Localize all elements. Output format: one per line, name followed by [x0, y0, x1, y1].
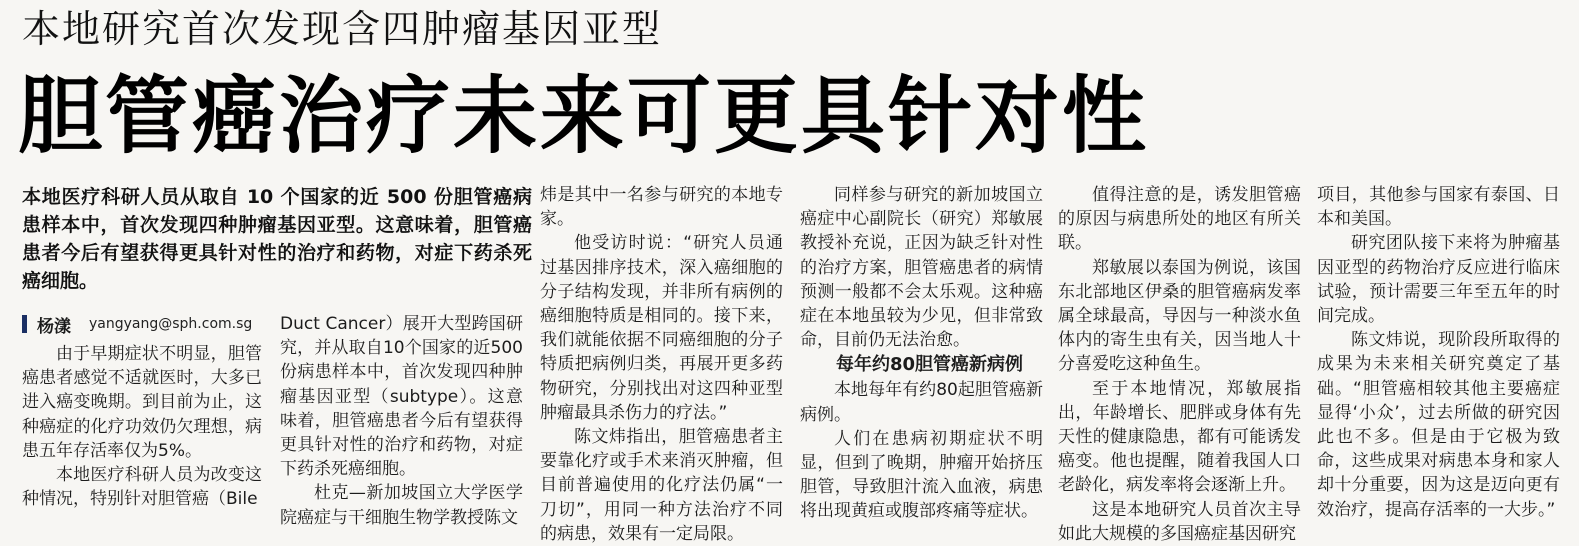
byline	[22, 312, 272, 336]
paragraph: 人们在患病初期症状不明显，但到了晚期，肿瘤开始挤压胆管，导致胆汁流入血液，病患将出现黄疸或腹部疼痛等症状。	[800, 428, 1043, 522]
lede: 本地医疗科研人员从取自 10 个国家的近 500 份胆管癌病患样本中，首次发现四种肿瘤基因亚型。这意味着，胆管癌患者今后有望获得更具针对性的治疗和药物，对症下药杀死癌细胞。	[22, 186, 532, 292]
column-3	[540, 183, 783, 546]
paragraph: Duct Cancer）展开大型跨国研究，并从取自10个国家的近500份病患样本中，首次发现四种肿瘤基因亚型（subtype）。这意味着，胆管癌患者今后有望获得更具针对性的治疗和药物，对症下药杀死癌细胞。	[280, 314, 523, 480]
paragraph: 由于早期症状不明显，胆管癌患者感觉不适就医时，大多已进入癌变晚期。到目前为止，这种癌症的化疗功效仍欠理想，病患五年存活率仅为5%。	[22, 344, 262, 461]
paragraph: 陈文炜说，现阶段所取得的成果为未来相关研究奠定了基础。“胆管癌相较其他主要癌症显得‘小众’，过去所做的研究因此也不多。但是由于它极为致命，这些成果对病患本身和家人却十分重要，因为这是迈向更有效治疗，提高存活率的一大步。”	[1317, 330, 1560, 520]
paragraph: 陈文炜指出，胆管癌患者主要靠化疗或手术来消灭肿瘤，但目前普遍使用的化疗法仍属“一刀切”，用同一种方法治疗不同的病患，效果有一定局限。	[540, 427, 783, 544]
paragraph: 值得注意的是，诱发胆管癌的原因与病患所处的地区有所关联。	[1058, 185, 1301, 254]
paragraph: 这是本地研究人员首次主导如此大规模的多国癌症基因研究	[1058, 499, 1301, 544]
paragraph: 郑敏展以泰国为例说，该国东北部地区伊桑的胆管癌病发率属全球最高，导因与一种淡水鱼体内的寄生虫有关，因当地人十分喜爱吃这种鱼生。	[1058, 257, 1301, 375]
column-1	[22, 342, 262, 511]
paragraph: 至于本地情况，郑敏展指出，年龄增长、肥胖或身体有先天性的健康隐患，都有可能诱发癌变。他也提醒，随着我国人口老龄化，病发率将会逐渐上升。	[1058, 378, 1301, 496]
column-4	[800, 183, 1043, 524]
headline: 胆管癌治疗未来可更具针对性	[18, 67, 1150, 165]
paragraph: 杜克—新加坡国立大学医学院癌症与干细胞生物学教授陈文	[280, 483, 523, 528]
column-6	[1317, 183, 1560, 522]
paragraph: 他受访时说：“研究人员通过基因排序技术，深入癌细胞的分子结构发现，并非所有病例的癌细胞特质是相同的。接下来，我们就能依据不同癌细胞的分子特质把病例归类，再展开更多药物研究，分别找出对这四种亚型肿瘤最具杀伤力的疗法。”	[540, 233, 783, 423]
column-5	[1058, 183, 1301, 546]
byline-email: yangyang@sph.com.sg	[89, 316, 253, 332]
byline-name: 杨漾	[37, 316, 71, 337]
paragraph: 本地医疗科研人员为改变这种情况，特别针对胆管癌（Bile	[22, 465, 262, 510]
kicker: 本地研究首次发现含四肿瘤基因亚型	[22, 7, 663, 51]
subhead: 每年约80胆管癌新病例	[836, 354, 1024, 376]
byline-bar	[22, 315, 27, 333]
paragraph: 研究团队接下来将为肿瘤基因亚型的药物治疗反应进行临床试验，预计需要三年至五年的时间完成。	[1317, 233, 1560, 327]
paragraph: 炜是其中一名参与研究的本地专家。	[540, 185, 783, 230]
column-2	[280, 312, 523, 530]
paragraph: 本地每年有约80起胆管癌新病例。	[800, 380, 1043, 425]
paragraph: 同样参与研究的新加坡国立癌症中心副院长（研究）郑敏展教授补充说，正因为缺乏针对性的治疗方案，胆管癌患者的病情预测一般都不会太乐观。这种癌症在本地虽较为少见，但非常致命，目前仍无法治愈。	[800, 185, 1043, 351]
paragraph: 项目，其他参与国家有泰国、日本和美国。	[1317, 185, 1560, 230]
